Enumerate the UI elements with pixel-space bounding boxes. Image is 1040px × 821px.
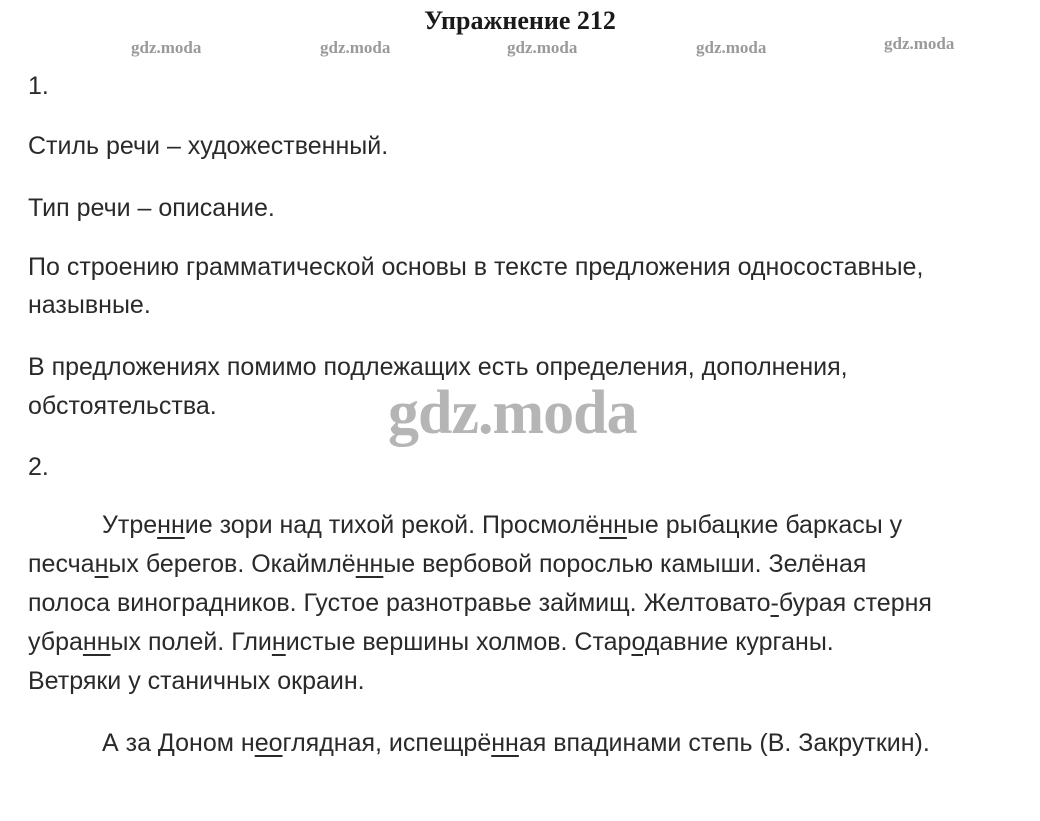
structure-line: По строению грамматической основы в тексте предложения односоставные, [28,253,924,281]
watermark-small: gdz.moda [131,38,202,57]
members-line: В предложениях помимо подлежащих есть определения, дополнения, [28,353,848,381]
underlined-spelling: нн [491,729,519,757]
underlined-spelling: од [631,628,660,656]
section-number-2: 2. [28,453,49,481]
style-line: Стиль речи – художественный. [28,132,389,160]
watermark-large: gdz.moda [388,379,637,447]
text-fragment: бурая стерня [778,589,932,617]
text-paragraph-2 [28,724,1018,763]
watermark-small: gdz.moda [320,38,391,57]
text-fragment: Утре [102,511,158,539]
text-fragment: ие зори над тихой рекой. Просмолё [184,511,600,539]
underlined-spelling: нн [157,511,185,539]
text-line [28,724,1018,763]
page-title: Упражнение 212 [424,6,616,35]
text-line [28,623,1018,662]
watermark-small: gdz.moda [884,34,955,53]
watermark-small: gdz.moda [696,38,767,57]
text-fragment: авние курганы. [659,628,834,656]
text-fragment: А за Доном н [102,729,255,757]
underlined-spelling: нн [355,550,384,578]
text-fragment: песча [28,550,95,578]
text-line [28,545,1018,584]
text-fragment: убра [28,628,83,656]
structure-line: назывные. [28,291,151,319]
underlined-spelling: нн [599,511,627,539]
section-number-1: 1. [28,72,49,100]
members-line: обстоятельства. [28,392,217,420]
underlined-spelling: ео [254,729,283,757]
underlined-spelling: нн [82,628,111,656]
watermark-small: gdz.moda [507,38,578,57]
underlined-spelling: н [271,628,286,656]
text-fragment: ых берегов. Окаймлё [108,550,356,578]
text-line [28,506,1018,545]
text-fragment: ые вербовой порослью камыши. Зелёная [383,550,867,578]
text-fragment: глядная, испещрё [282,729,492,757]
paragraph-lines [28,506,1018,701]
text-fragment: ая впадинами степь (В. Закруткин). [518,729,930,757]
text-line [28,584,1018,623]
text-paragraph-1 [28,506,1018,701]
underlined-spelling: н [94,550,109,578]
text-fragment: ые рыбацкие баркасы у [626,511,903,539]
text-fragment: полоса виноградников. Густое разнотравье займищ. Желтовато [28,589,771,617]
text-fragment: ых полей. Гли [110,628,272,656]
text-fragment: истые вершины холмов. Стар [285,628,632,656]
paragraph-lines [28,724,1018,763]
underlined-spelling: - [770,589,779,617]
type-line: Тип речи – описание. [28,194,275,222]
text-line [28,662,1018,701]
text-fragment: Ветряки у станичных окраин. [28,667,365,695]
